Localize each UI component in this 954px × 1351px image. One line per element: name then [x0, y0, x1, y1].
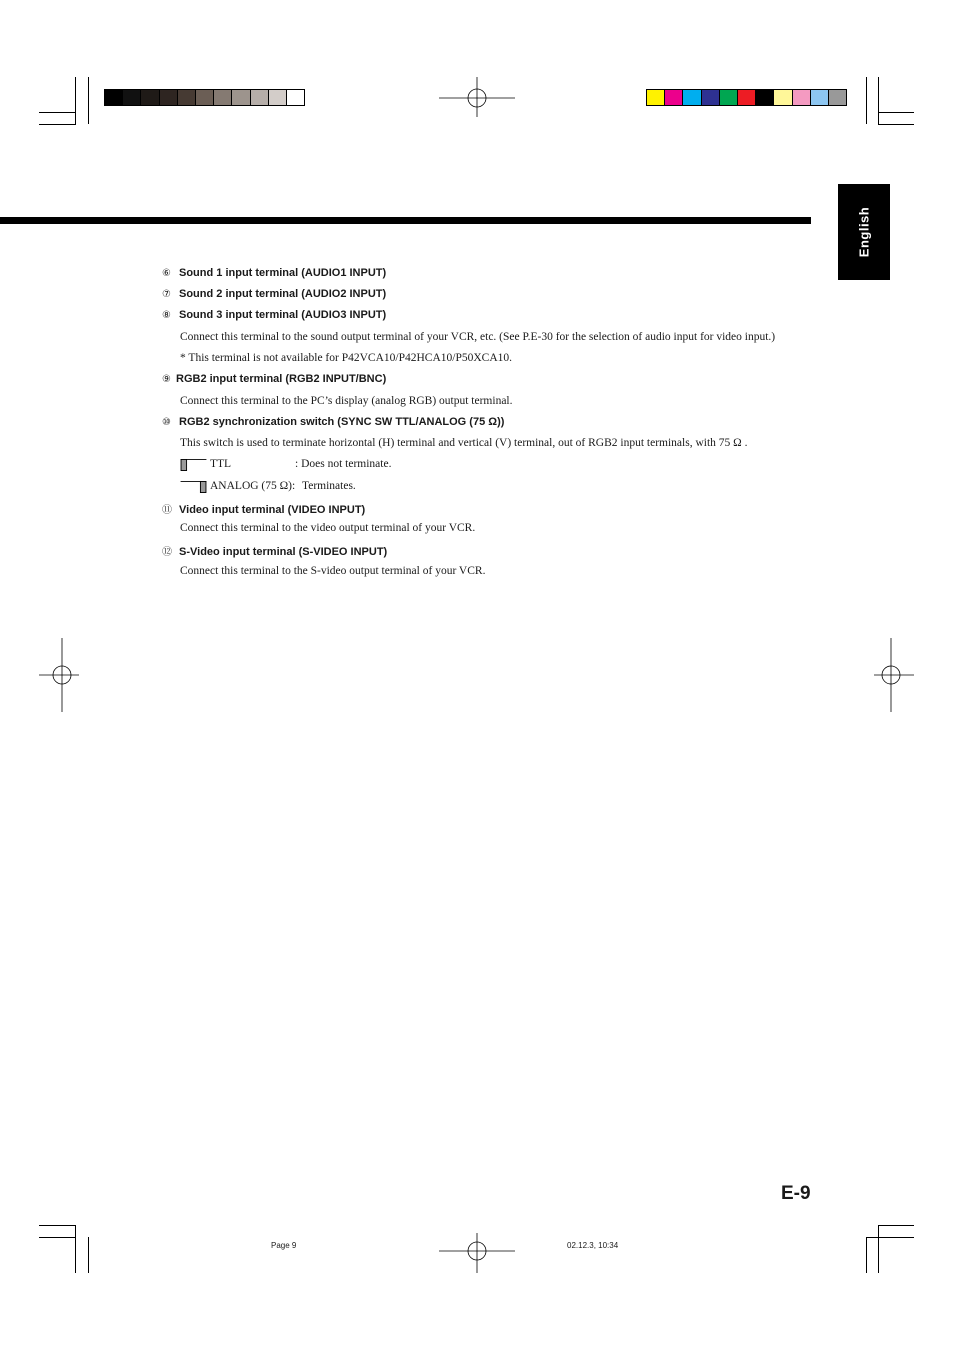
color-swatch: [828, 89, 847, 106]
footer-timestamp: 02.12.3, 10:34: [567, 1241, 619, 1250]
color-swatch: [231, 89, 250, 106]
color-swatch: [104, 89, 123, 106]
color-swatch: [122, 89, 141, 106]
switch-right-icon: [180, 481, 207, 493]
color-swatch: [268, 89, 287, 106]
item-title: Sound 2 input terminal (AUDIO2 INPUT): [179, 288, 387, 300]
color-swatch: [737, 89, 756, 106]
header-rule: [0, 217, 811, 224]
item-heading: [162, 416, 504, 428]
page-number: E-9: [781, 1183, 811, 1204]
color-swatch: [701, 89, 720, 106]
switch-left-icon: [180, 459, 207, 471]
item-heading: [162, 309, 386, 321]
item-number: ⑥: [162, 268, 171, 279]
item-description: This switch is used to terminate horizontal (H) terminal and vertical (V) terminal, out of RGB2 input terminals, with 75 Ω .: [180, 437, 748, 449]
item-title: Sound 1 input terminal (AUDIO1 INPUT): [179, 267, 387, 279]
item-heading: [162, 288, 386, 300]
item-heading: [162, 543, 387, 558]
item-number: ⑫: [162, 547, 172, 558]
item-description: Connect this terminal to the S-video output terminal of your VCR.: [180, 565, 486, 577]
color-swatch: [664, 89, 683, 106]
color-swatch: [286, 89, 305, 106]
color-swatch: [646, 89, 665, 106]
item-heading: [162, 501, 365, 516]
item-description: Connect this terminal to the PC’s display (analog RGB) output terminal.: [180, 395, 513, 407]
switch-description: : Does not terminate.: [295, 458, 392, 470]
color-swatch: [250, 89, 269, 106]
color-swatch: [213, 89, 232, 106]
item-number: ⑧: [162, 310, 171, 321]
color-swatch: [719, 89, 738, 106]
color-swatch: [177, 89, 196, 106]
crosshair-bottom-icon: [439, 1233, 515, 1273]
crosshair-right-icon: [874, 638, 914, 712]
color-swatch: [810, 89, 829, 106]
item-title: Video input terminal (VIDEO INPUT): [179, 504, 366, 516]
item-title: RGB2 synchronization switch (SYNC SW TTL/ANALOG (75 Ω)): [179, 416, 505, 428]
crosshair-top-icon: [439, 77, 515, 117]
item-title: S-Video input terminal (S-VIDEO INPUT): [179, 546, 388, 558]
color-swatch: [755, 89, 774, 106]
item-heading: [162, 267, 386, 279]
item-number: ⑨: [162, 374, 171, 385]
color-swatch: [773, 89, 792, 106]
color-swatch: [140, 89, 159, 106]
color-swatch: [792, 89, 811, 106]
switch-description: Terminates.: [302, 480, 356, 492]
language-tab: [838, 184, 890, 280]
item-number: ⑩: [162, 417, 171, 428]
item-note: * This terminal is not available for P42VCA10/P42HCA10/P50XCA10.: [180, 352, 513, 364]
crosshair-left-icon: [39, 638, 79, 712]
item-description: Connect this terminal to the video output terminal of your VCR.: [180, 522, 476, 534]
item-heading: [162, 373, 386, 385]
language-tab-label: English: [856, 206, 872, 258]
color-swatch: [195, 89, 214, 106]
footer-page-label: Page 9: [271, 1241, 297, 1250]
switch-label: ANALOG (75 Ω):: [210, 480, 296, 492]
color-swatch: [159, 89, 178, 106]
item-description: Connect this terminal to the sound output terminal of your VCR, etc. (See P.E-30 for the selection of audio input for video input.): [180, 331, 776, 343]
item-title: Sound 3 input terminal (AUDIO3 INPUT): [179, 309, 387, 321]
switch-label: TTL: [210, 458, 232, 470]
item-number: ⑦: [162, 289, 171, 300]
item-title: RGB2 input terminal (RGB2 INPUT/BNC): [176, 373, 387, 385]
color-swatch: [682, 89, 701, 106]
item-number: ⑪: [162, 505, 172, 516]
